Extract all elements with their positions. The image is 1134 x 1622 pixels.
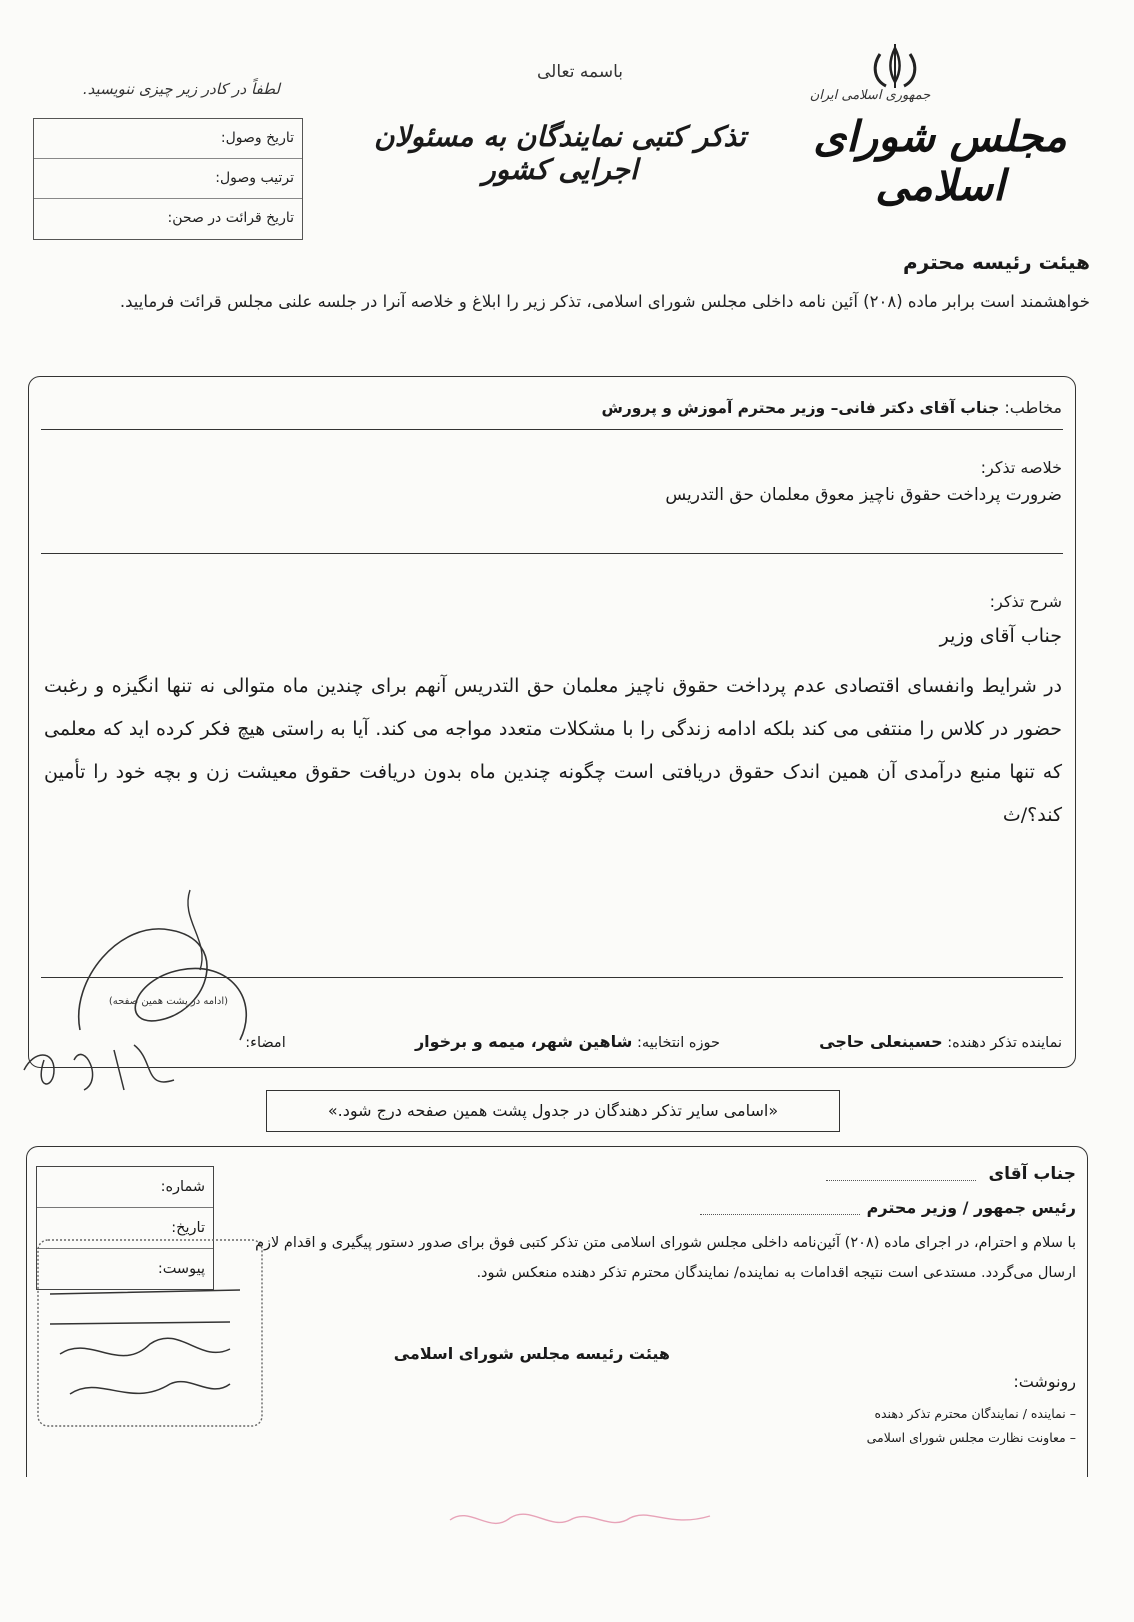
date-row: تاریخ:: [37, 1208, 213, 1249]
other-signers-note-box: [266, 1090, 840, 1132]
recipient-dotted-line: [826, 1180, 976, 1181]
addressee-field: [40, 398, 1062, 417]
summary-label: خلاصه تذکر:: [980, 458, 1062, 477]
reading-date-row: تاریخ قرائت در صحن:: [167, 210, 294, 226]
summary-text: ضرورت پرداخت حقوق ناچیز معوق معلمان حق التدریس: [665, 485, 1062, 505]
parliament-name: مجلس شورای اسلامی: [813, 112, 1067, 210]
greeting: جناب آقای وزیر: [939, 625, 1062, 647]
representative-label: نماینده تذکر دهنده:: [947, 1035, 1062, 1051]
list-item: – نماینده / نمایندگان محترم تذکر دهنده: [874, 1406, 1076, 1421]
receipt-order-row: ترتیب وصول:: [34, 159, 302, 199]
description-label: شرح تذکر:: [989, 592, 1062, 611]
addressee-label: مخاطب:: [1004, 398, 1062, 417]
receipt-date-row: تاریخ وصول:: [34, 119, 302, 159]
district-label: حوزه انتخابیه:: [636, 1035, 720, 1051]
list-item: – معاونت نظارت مجلس شورای اسلامی: [866, 1430, 1076, 1445]
recipient-dotted-line: [700, 1214, 860, 1215]
registration-stamp-icon: [30, 1234, 270, 1434]
recipient-title: رئیس جمهور / وزیر محترم: [866, 1198, 1076, 1217]
cc-label: رونوشت:: [1013, 1372, 1076, 1391]
signature-label: امضاء:: [245, 1035, 286, 1051]
address-title: هیئت رئیسه محترم: [902, 250, 1090, 274]
district-name: شاهین شهر، میمه و برخوار: [414, 1032, 633, 1051]
signature-row: [40, 1032, 1062, 1051]
dispatch-body: با سلام و احترام، در اجرای ماده (۲۰۸) آئین‌نامه داخلی مجلس شورای اسلامی متن تذکر کتبی فوق برای صدور دستور پیگیری و اقدام لازم ارسال می‌گردد. مستدعی است نتیجه اقدامات به نماینده/ نمایندگان محترم تذکر دهنده منعکس شود.: [255, 1235, 1076, 1281]
divider: [41, 553, 1063, 554]
pink-annotation-icon: [440, 1500, 720, 1540]
number-row: شماره:: [37, 1167, 213, 1208]
notice-body: در شرایط وانفسای اقتصادی عدم پرداخت حقوق ناچیز معلمان حق التدریس آنهم برای چندین ماه متوالی نه تنها انگیزه و رغبت حضور در کلاس را منتفی می کند بلکه ادامه زندگی را با مشکلات متعدد مواجه می کند. آیا به راستی هیچ فکر کرده اید که معلمی که تنها منبع درآمدی آن همین اندک حقوق دریافتی است چگونه چندین ماه بدون دریافت حقوق معیشت زن و بچه خود را تأمین کند؟/ث: [44, 675, 1062, 826]
form-title: تذکر کتبی نمایندگان به مسئولان اجرایی کشور: [374, 120, 746, 186]
address-body: خواهشمند است برابر ماده (۲۰۸) آئین نامه داخلی مجلس شورای اسلامی، تذکر زیر را ابلاغ و خلاصه آنرا در جلسه علنی مجلس قرائت فرمایید.: [119, 292, 1090, 311]
bismillah: باسمه تعالی: [537, 62, 623, 82]
addressee-value: جناب آقای دکتر فانی– وزیر محترم آموزش و پرورش: [601, 399, 1000, 417]
attachment-row: پیوست:: [157, 1261, 205, 1277]
recipient-label: جناب آقای: [988, 1164, 1076, 1184]
divider: [41, 429, 1063, 430]
representative-name: حسینعلی حاجی: [819, 1032, 943, 1051]
cc-list: [700, 1402, 1076, 1450]
board-signature: هیئت رئیسه مجلس شورای اسلامی: [393, 1344, 670, 1363]
other-signers-note: «اسامی سایر تذکر دهندگان در جدول پشت همین صفحه درج شود.»: [327, 1101, 779, 1120]
receipt-box: [33, 118, 303, 240]
parliament-small-caption: جمهوری اسلامی ایران: [809, 88, 931, 103]
no-write-note: لطفاً در کادر زیر چیزی ننویسید.: [82, 80, 280, 98]
margin-scribble-icon: [14, 1030, 184, 1110]
continue-note: (ادامه در پشت همین صفحه): [108, 996, 228, 1007]
